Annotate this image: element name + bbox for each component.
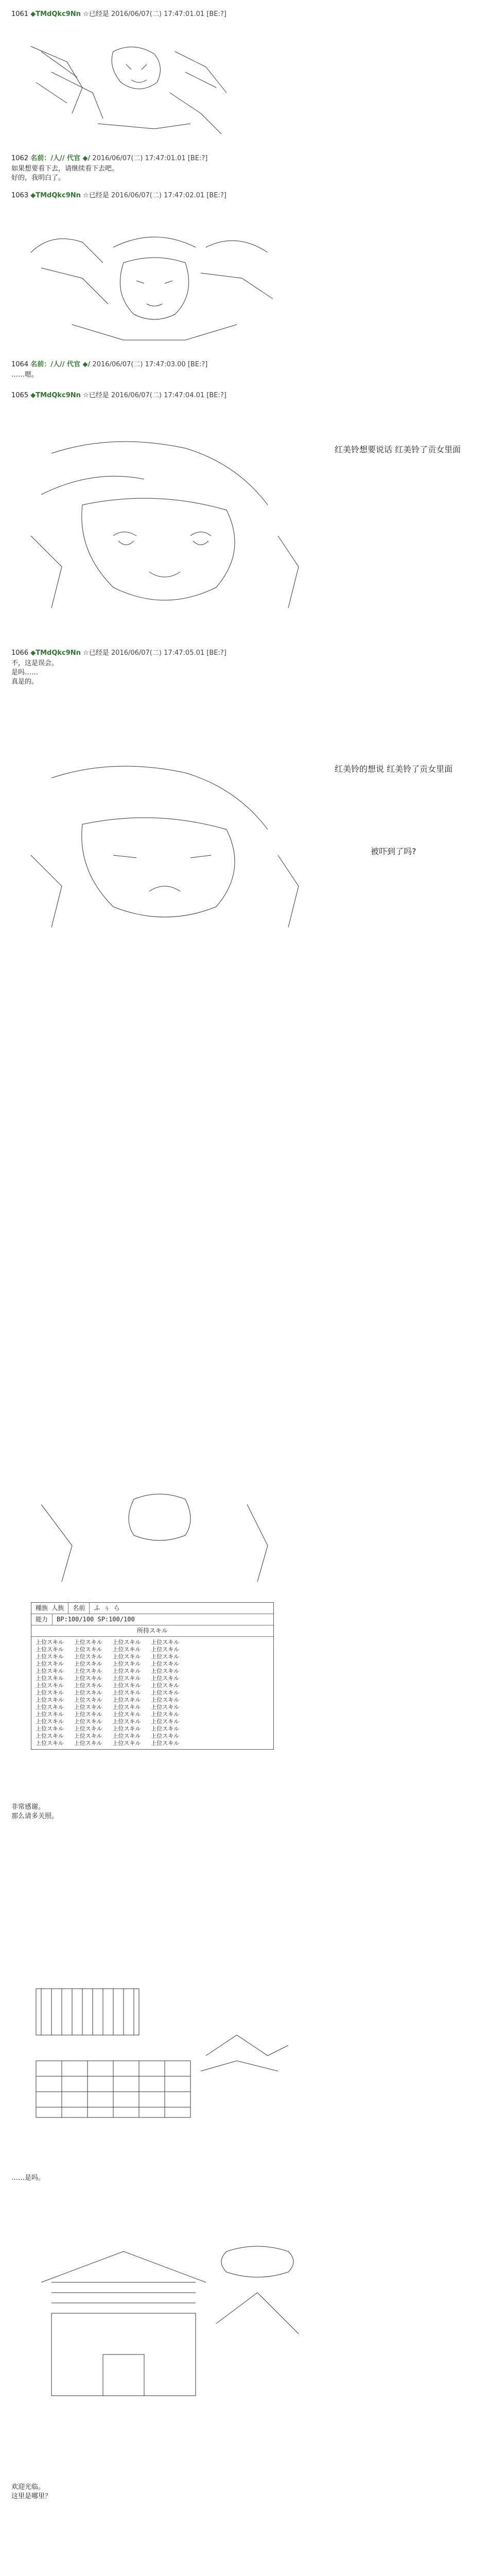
ascii-art-3	[21, 433, 309, 618]
ascii-art-building-1	[31, 1984, 299, 2148]
post-header: 1065 ◆TMdQkc9Nn ☆已经是 2016/06/07(二) 17:47:04.01 [BE:?]	[11, 392, 226, 399]
ascii-art-2	[21, 222, 288, 355]
post-body: 那么请多关照。	[11, 1812, 59, 1820]
status-header-row	[31, 1603, 273, 1614]
post-body: 如果想要看下去，请继续看下去吧。	[11, 165, 119, 173]
post-header: 1061 ◆TMdQkc9Nn ☆已经是 2016/06/07(二) 17:47:01.01 [BE:?]	[11, 10, 226, 18]
post-header: 1066 ◆TMdQkc9Nn ☆已经是 2016/06/07(二) 17:47:05.01 [BE:?]	[11, 649, 226, 657]
post-body: ……是吗。	[11, 2174, 45, 2182]
status-name-label: 名前	[68, 1603, 90, 1614]
post-header: 1064 名前：/人// 代官 ◆/ 2016/06/07(二) 17:47:03.00 [BE:?]	[11, 361, 208, 368]
translation-text: 红美铃的想说 红美铃了贡女里面	[335, 764, 453, 774]
status-race: 種族 人族	[31, 1603, 68, 1614]
status-stats-value: BP:100/100 SP:100/100	[57, 1616, 135, 1623]
ascii-art-1	[21, 31, 237, 144]
translation-text: 被吓到了吗?	[371, 846, 416, 856]
status-table	[31, 1602, 274, 1750]
status-stats-label: 能力	[31, 1614, 53, 1625]
status-stats-row	[31, 1614, 273, 1625]
post-body: ……嗯。	[11, 371, 39, 379]
post-header: 1062 名前：/人// 代官 ◆/ 2016/06/07(二) 17:47:01.01 [BE:?]	[11, 155, 208, 162]
status-skill-title: 所持スキル	[137, 1627, 168, 1634]
post-body: 好的，我明白了。	[11, 174, 65, 182]
post-body: 不，这是误会。	[11, 659, 59, 667]
ascii-art-building-2	[21, 2231, 309, 2416]
translation-text: 红美铃想要说话 红美铃了贡女里面	[335, 445, 461, 454]
ascii-art-4	[21, 757, 309, 933]
post-body: 欢迎光临。	[11, 2483, 45, 2491]
status-skill-title-row	[31, 1625, 273, 1637]
post-body: 是吗……	[11, 669, 39, 676]
post-body: 真是的。	[11, 678, 39, 686]
post-header: 1063 ◆TMdQkc9Nn ☆已经是 2016/06/07(二) 17:47:02.01 [BE:?]	[11, 192, 226, 199]
post-body: 非常感谢。	[11, 1803, 45, 1811]
status-name-value: ふ ぅ ら	[94, 1604, 120, 1612]
ascii-art-5	[31, 1484, 288, 1587]
status-skill-list: 上位スキル 上位スキル 上位スキル 上位スキル 上位スキル 上位スキル 上位スキル 上位スキル 上位スキル 上位スキル 上位スキル 上位スキル 上位スキル 上位スキル 上位スキル 上位スキル 上位スキル 上位スキル 上位スキル 上位スキル 上位スキル 上位スキル 上位スキル 上位スキル 上位スキル 上位スキル 上位スキル 上位スキル 上位スキル 上位スキル 上位スキル 上位スキル 上位スキル 上位スキル 上位スキル 上位スキル 上位スキル 上位スキル 上位スキル 上位スキル 上位スキル 上位スキル 上位スキル 上位スキル 上位スキル 上位スキル 上位スキル 上位スキル 上位スキル 上位スキル 上位スキル 上位スキル 上位スキル 上位スキル 上位スキル 上位スキル 上位スキル 上位スキル 上位スキル 上位スキル	[36, 1639, 180, 1747]
post-body: 这里是哪里？	[11, 2493, 52, 2500]
